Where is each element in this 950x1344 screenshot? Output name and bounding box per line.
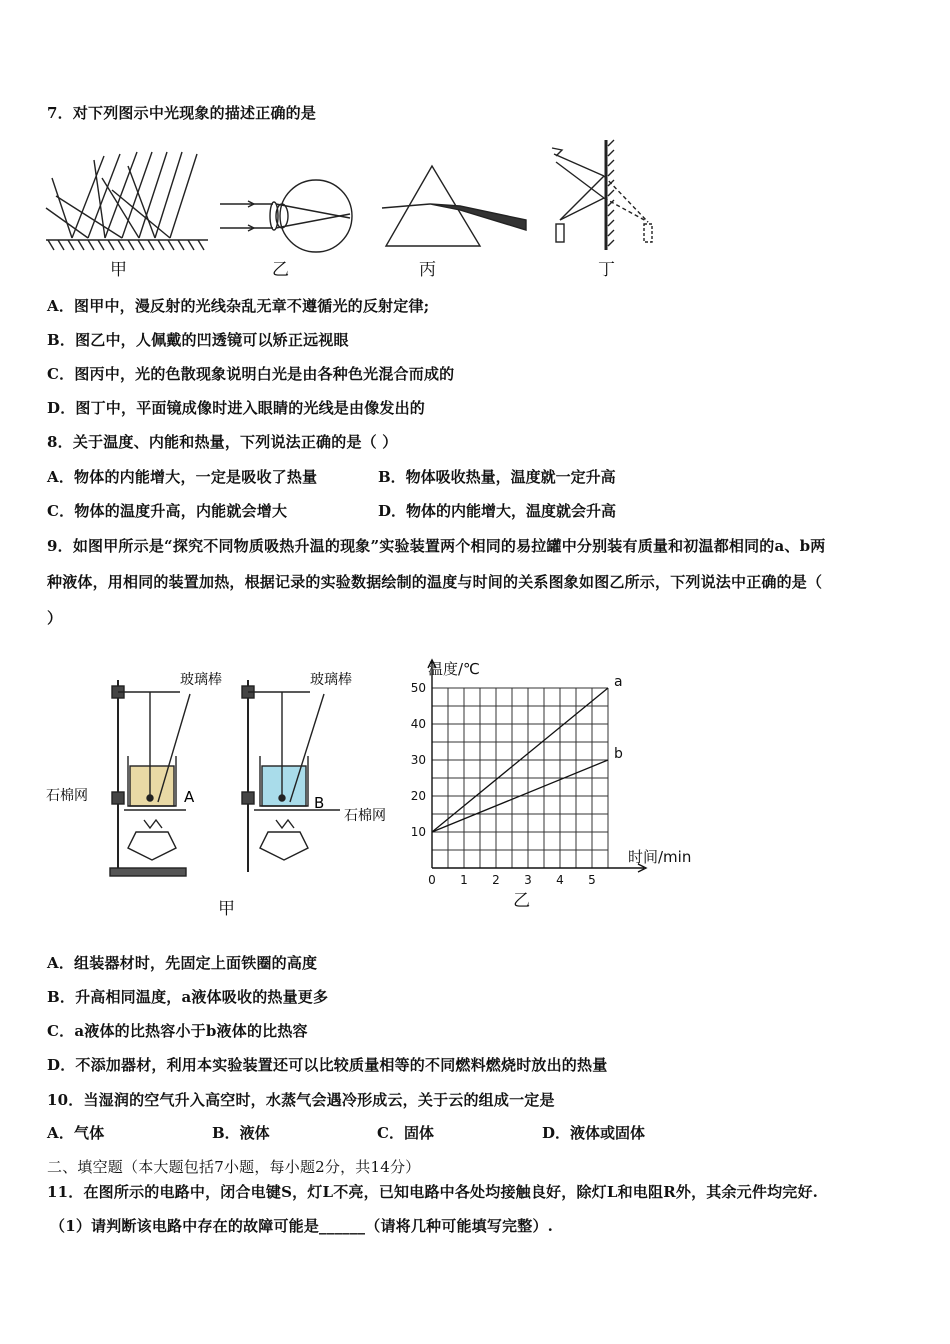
q9-option-a: A．组装器材时，先固定上面铁圈的高度 [47,954,318,972]
q9-option-c: C．a液体的比热容小于b液体的比热容 [47,1022,308,1040]
heating-apparatus-figure [40,660,400,890]
y-tick-label: 40 [410,717,426,731]
x-tick-label: 4 [556,873,564,887]
q7-option-c: C．图丙中，光的色散现象说明白光是由各种色光混合而成的 [47,365,455,383]
figure-caption-bing: 丙 [419,260,436,280]
q8-option-c: C．物体的温度升高，内能就会增大 [47,502,288,520]
series-label-b: b [614,746,623,762]
y-tick-label: 30 [410,753,426,767]
q7-option-a: A．图甲中，漫反射的光线杂乱无章不遵循光的反射定律; [47,297,430,315]
q10-option-b: B．液体 [212,1124,270,1142]
x-tick-label: 0 [428,873,436,887]
temperature-time-chart [400,650,720,912]
y-tick-label: 20 [410,789,426,803]
beaker-label-a: A [184,788,195,806]
figure-caption-jia: 甲 [110,260,127,280]
series-label-a: a [614,674,623,690]
q8-option-d: D．物体的内能增大，温度就会升高 [378,502,617,520]
q9-option-d: D．不添加器材，利用本实验装置还可以比较质量相等的不同燃料燃烧时放出的热量 [47,1056,608,1074]
figure-caption-ding: 丁 [598,260,615,280]
q7-option-d: D．图丁中，平面镜成像时进入眼睛的光线是由像发出的 [47,399,426,417]
q10-option-d: D．液体或固体 [542,1124,646,1142]
q8-option-a: A．物体的内能增大，一定是吸收了热量 [47,468,318,486]
apparatus-caption: 甲 [218,899,235,919]
x-tick-label: 5 [588,873,596,887]
x-tick-label: 2 [492,873,500,887]
q11-sub1: （1）请判断该电路中存在的故障可能是______（请将几种可能填写完整）. [50,1217,554,1235]
q9-option-b: B．升高相同温度，a液体吸收的热量更多 [47,988,329,1006]
net-label-left: 石棉网 [46,788,88,804]
section-title: 二、填空题（本大题包括7小题，每小题2分，共14分） [47,1158,421,1176]
figure-caption-yi: 乙 [272,260,289,280]
rod-label-left: 玻璃棒 [180,672,222,688]
q11-stem: 11．在图所示的电路中，闭合电键S，灯L不亮，已知电路中各处均接触良好，除灯L和电阻R外，其余元件均完好. [47,1183,819,1201]
q9-stem-line3: ） [47,609,63,627]
chart-caption: 乙 [513,891,531,911]
y-axis-label: 温度/℃ [428,660,480,678]
prism-figure [380,162,530,250]
diffuse-reflection-figure [42,148,212,253]
q7-stem: 7．对下列图示中光现象的描述正确的是 [47,104,317,122]
q10-option-a: A．气体 [47,1124,105,1142]
x-tick-label: 1 [460,873,468,887]
q10-option-c: C．固体 [377,1124,434,1142]
q7-option-b: B．图乙中，人佩戴的凹透镜可以矫正远视眼 [47,331,349,349]
q8-option-b: B．物体吸收热量，温度就一定升高 [378,468,616,486]
rod-label-right: 玻璃棒 [310,672,352,688]
q8-stem: 8．关于温度、内能和热量，下列说法正确的是（ ） [47,433,398,451]
y-tick-label: 10 [410,825,426,839]
q9-stem-line1: 9．如图甲所示是“探究不同物质吸热升温的现象”实验装置两个相同的易拉罐中分别装有质量和初温都相同的a、b两 [47,537,826,555]
q9-stem-line2: 种液体，用相同的装置加热，根据记录的实验数据绘制的温度与时间的关系图象如图乙所示，下列说法中正确的是（ [47,573,823,591]
y-tick-label: 50 [410,681,426,695]
net-label-right: 石棉网 [344,808,386,824]
q10-stem: 10．当湿润的空气升入高空时，水蒸气会遇冷形成云，关于云的组成一定是 [47,1091,555,1109]
plane-mirror-figure [548,138,660,253]
x-axis-label: 时间/min [628,848,692,866]
x-tick-label: 3 [524,873,532,887]
beaker-label-b: B [314,794,325,812]
eye-lens-figure [218,176,353,256]
